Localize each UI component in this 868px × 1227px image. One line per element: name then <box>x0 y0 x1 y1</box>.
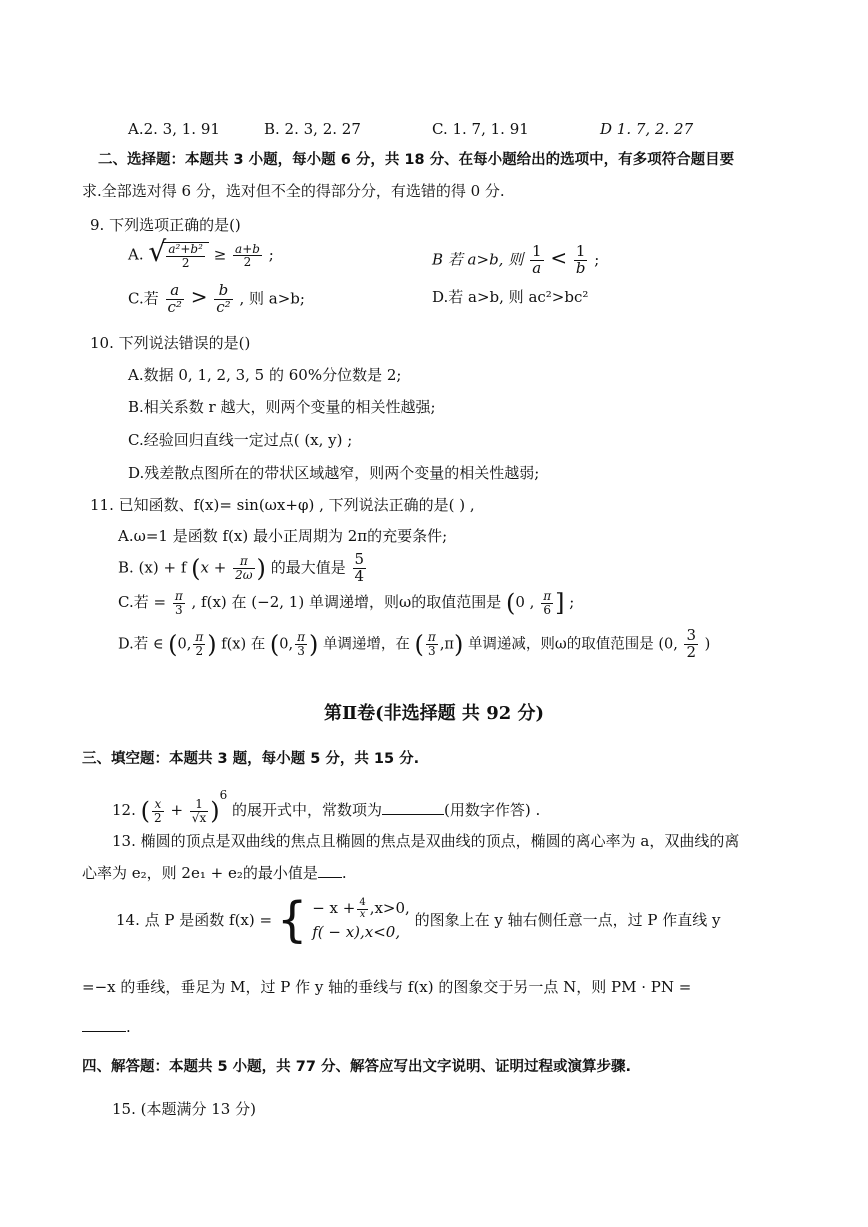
q9-option-d: D.若 a>b, 则 ac²>bc² <box>432 288 589 306</box>
q11-b-val-num: 5 <box>354 550 365 568</box>
q11-b-den: 2ω <box>235 567 253 582</box>
section2-header: 二、选择题：本题共 3 小题，每小题 6 分，共 18 分、在每小题给出的选项中，有多项符合题目要 <box>98 152 735 168</box>
q10-option-c: C.经验回归直线一定过点( (x, y) ; <box>128 431 353 449</box>
q11-d-int2: 0, <box>279 636 294 653</box>
q8-option-d: D 1. 7, 2. 27 <box>600 120 694 138</box>
q11-c-int-den: 6 <box>543 602 551 617</box>
section3-header: 三、填空题：本题共 3 题，每小题 5 分，共 15 分. <box>82 751 420 767</box>
q12-one-den: √x <box>191 810 207 825</box>
q14-case2: f( − x),x<0, <box>312 923 401 941</box>
q11-option-d: D.若 ∈ (0, $\frac{\pi}{2}$ ) f(x) 在 (0, $\frac{\pi}{3}$ ) 单调递增，在 ( $\frac{\pi}{3}$ ,π) 单调递减，则ω的取值范围是 (0, $\frac{3}{2}$ ) <box>118 626 711 661</box>
q9-c-den2: c² <box>216 297 231 316</box>
q11-d-int2-num: π <box>297 630 305 645</box>
q9-b-num1: 1 <box>532 242 542 260</box>
q14-case1 <box>312 896 410 920</box>
q9-a-end: ; <box>268 245 274 264</box>
q12-plus: + <box>170 801 184 819</box>
q11-c-num: π <box>174 589 183 603</box>
q9-stem: 9. 下列选项正确的是() <box>90 216 241 234</box>
q12-suffix: 的展开式中，常数项为 <box>232 801 383 819</box>
q14-case1-suffix: ,x>0, <box>369 899 410 917</box>
q14-case1-num: 4 <box>359 897 366 908</box>
q11-d-int3-right: ,π <box>439 636 454 653</box>
q11-c-mid: , f(x) 在 (−2, 1) 单调递增，则ω的取值范围是 <box>191 593 502 612</box>
q11-d-int3-num: π <box>427 630 436 645</box>
q11-d-val-den: 2 <box>686 642 697 661</box>
q9-c-den1: c² <box>167 297 182 316</box>
q14-line3-end: . <box>126 1018 131 1036</box>
q11-c-prefix: C.若 = <box>118 593 167 612</box>
q11-d-int1-num: π <box>195 630 204 645</box>
q11-d-mid3: 单调递减，则ω的取值范围是 (0, <box>467 636 678 653</box>
q9-c-num2: b <box>214 283 232 300</box>
q13-answer-blank[interactable] <box>318 877 342 878</box>
q12-one-num: 1 <box>190 798 208 812</box>
q11-b-prefix: B. (x) + f <box>118 558 187 577</box>
q11-d-prefix: D.若 ∈ <box>118 636 164 653</box>
q9-option-c <box>128 283 305 316</box>
q11-d-int1: 0, <box>177 636 192 653</box>
q11-c-int-left: 0 , <box>515 593 535 612</box>
q11-d-mid1: f(x) 在 <box>221 636 266 653</box>
q11-option-c: C.若 = $\frac{\pi}{3}$ , f(x) 在 (−2, 1) 单调递增，则ω的取值范围是 (0 , $\frac{\pi}{6}$ ] ; <box>118 589 575 618</box>
q11-c-den: 3 <box>174 602 183 617</box>
q11-c-int-num: π <box>543 589 552 603</box>
q9-option-a <box>128 235 274 282</box>
q15-heading: 15. (本题满分 13 分) <box>112 1100 256 1118</box>
q11-option-b: B. (x) + f (x + $\frac{\pi}{2\omega}$ ) 的最大值是 $\frac{5}{4}$ <box>118 550 365 585</box>
q11-b-num: π <box>233 555 254 569</box>
q9-b-num2: 1 <box>574 244 588 261</box>
q9-a-rhs: ≥ <box>213 245 227 264</box>
q11-stem: 11. 已知函数、f(x)= sin(ωx+φ) , 下列说法正确的是( ) , <box>90 496 475 514</box>
q9-b-prefix: B 若 a>b, 则 <box>432 250 524 269</box>
q11-d-end: ) <box>704 636 711 653</box>
q9-a-den1: 2 <box>181 255 190 270</box>
q12: 12. ( $\frac{x}{2}$ + $\frac{1}{√x}$ )$^6$ 的展开式中，常数项为 (用数字作答) . <box>112 788 541 825</box>
q14-suffix: 的图象上在 y 轴右侧任意一点，过 P 作直线 y <box>414 911 721 929</box>
q11-d-val-num: 3 <box>686 626 697 644</box>
q9-c-mid: > <box>190 284 208 309</box>
q14-line1: 14. 点 P 是函数 f(x) = { − x + $\frac{4}{x}$ ,x>0, f( − x),x<0, 的图象上在 y 轴右侧任意一点，过 P 作直线 y <box>116 892 721 948</box>
q9-b-end: ; <box>594 250 600 269</box>
q14-case1-prefix: − x + <box>312 899 356 917</box>
q12-answer-blank[interactable] <box>382 814 444 815</box>
q9-c-prefix: C.若 <box>128 289 159 308</box>
q9-a-num2: a+b <box>235 241 260 256</box>
q10-option-d: D.残差散点图所在的带状区域越窄，则两个变量的相关性越弱; <box>128 464 540 482</box>
q8-option-b: B. 2. 3, 2. 27 <box>264 120 361 138</box>
q14-case1-den: x <box>359 908 366 920</box>
sqrt-expression: √ $\frac{\text{a²+b²}}{2}$ <box>148 242 209 269</box>
q12-x-den: 2 <box>154 810 162 825</box>
q13-line2-prefix: 心率为 e₂，则 2e₁ + e₂的最小值是 <box>82 864 318 882</box>
q9-b-den2: b <box>575 258 586 277</box>
q9-a-num1: a²+b² <box>168 242 203 256</box>
q13-line2 <box>82 864 347 882</box>
q9-a-den2: 2 <box>243 255 252 270</box>
q12-exponent: 6 <box>219 788 228 802</box>
q9-b-mid: < <box>550 245 568 270</box>
q11-b-val-den: 4 <box>354 566 365 585</box>
q12-x-num: x <box>152 798 164 812</box>
q9-c-end: , 则 a>b; <box>239 289 305 308</box>
section2-header-cont: 求.全部选对得 6 分，选对但不全的得部分分，有选错的得 0 分. <box>82 182 505 200</box>
q10-option-b: B.相关系数 r 越大，则两个变量的相关性越强; <box>128 398 436 416</box>
q14-line3 <box>82 1018 131 1036</box>
q11-d-int2-den: 3 <box>297 643 305 658</box>
q14-line2: =−x 的垂线，垂足为 M，过 P 作 y 轴的垂线与 f(x) 的图象交于另一点 N，则 PM · PN = <box>82 978 692 996</box>
q9-a-prefix: A. <box>128 245 144 264</box>
q12-number: 12. <box>112 801 136 819</box>
q8-option-a: A.2. 3, 1. 91 <box>128 120 220 138</box>
q11-d-int3-den: 3 <box>428 643 436 658</box>
q9-b-den1: a <box>532 258 542 277</box>
q9-option-b <box>432 244 599 277</box>
part2-title: 第Ⅱ卷(非选择题 共 92 分) <box>323 703 545 724</box>
q10-stem: 10. 下列说法错误的是() <box>90 334 251 352</box>
q14-answer-blank[interactable] <box>82 1031 126 1032</box>
q13-line2-end: . <box>341 864 347 882</box>
q14-prefix: 14. 点 P 是函数 f(x) = <box>116 911 273 929</box>
q10-option-a: A.数据 0, 1, 2, 3, 5 的 60%分位数是 2; <box>128 366 402 384</box>
q12-end: (用数字作答) . <box>444 801 541 819</box>
q13-line1: 13. 椭圆的顶点是双曲线的焦点且椭圆的焦点是双曲线的顶点，椭圆的离心率为 a，双曲线的离 <box>112 832 740 850</box>
q11-d-mid2: 单调递增，在 <box>322 636 410 653</box>
q11-b-suffix: 的最大值是 <box>270 558 346 577</box>
q11-d-int1-den: 2 <box>195 643 204 658</box>
q8-option-c: C. 1. 7, 1. 91 <box>432 120 529 138</box>
section4-header: 四、解答题：本题共 5 小题，共 77 分、解答应写出文字说明、证明过程或演算步骤. <box>82 1059 631 1075</box>
q11-option-a: A.ω=1 是函数 f(x) 最小正周期为 2π的充要条件; <box>118 527 448 545</box>
q11-b-inner: x + <box>200 558 227 577</box>
q9-c-num1: a <box>166 283 184 300</box>
q11-c-end: ; <box>569 593 575 612</box>
